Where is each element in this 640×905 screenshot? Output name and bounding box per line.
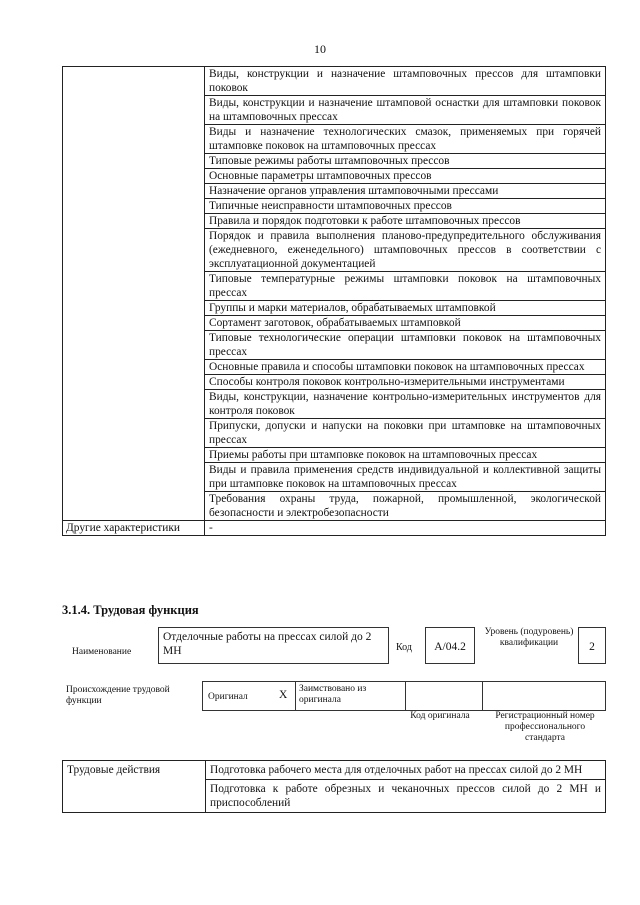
name-value: Отделочные работы на прессах силой до 2 МН xyxy=(158,627,389,664)
knowledge-row: Типовые технологические операции штамповки поковок на штамповочных прессах xyxy=(205,331,606,360)
knowledge-row: Правила и порядок подготовки к работе штамповочных прессов xyxy=(205,214,606,229)
knowledge-row: Типичные неисправности штамповочных прессов xyxy=(205,199,606,214)
knowledge-row: Основные правила и способы штамповки поковок на штамповочных прессах xyxy=(205,360,606,375)
knowledge-row: Виды, конструкции и назначение штамповочных прессов для штамповки поковок xyxy=(205,67,606,96)
level-value: 2 xyxy=(578,627,606,664)
origin-label: Происхождение трудовой функции xyxy=(66,685,170,706)
knowledge-row: Виды и назначение технологических смазок, применяемых при горячей штамповке поковок на штамповочных прессах xyxy=(205,125,606,154)
action-row: Подготовка рабочего места для отделочных работ на прессах силой до 2 МН xyxy=(206,761,606,780)
origin-box xyxy=(202,681,606,711)
knowledge-label-cell xyxy=(63,67,205,521)
reg-number-caption: Регистрационный номер профессионального стандарта xyxy=(495,711,595,743)
knowledge-row: Основные параметры штамповочных прессов xyxy=(205,169,606,184)
knowledge-row: Приемы работы при штамповке поковок на штамповочных прессах xyxy=(205,448,606,463)
knowledge-row: Виды, конструкции и назначение штамповой оснастки для штамповки поковок на штамповочных прессах xyxy=(205,96,606,125)
knowledge-row: Порядок и правила выполнения планово-предупредительного обслуживания (ежедневного, еженедельного) штамповочных прессов в соответствии с эксплуатационной документацией xyxy=(205,229,606,272)
code-label: Код xyxy=(396,642,412,653)
other-characteristics-label: Другие характеристики xyxy=(63,521,205,536)
knowledge-row: Припуски, допуски и напуски на поковки при штамповке на штамповочных прессах xyxy=(205,419,606,448)
knowledge-row: Виды и правила применения средств индивидуальной и коллективной защиты при штамповке поковок на штамповочных прессах xyxy=(205,463,606,492)
section-title: 3.1.4. Трудовая функция xyxy=(62,603,199,617)
knowledge-row: Сортамент заготовок, обрабатываемых штамповкой xyxy=(205,316,606,331)
actions-table xyxy=(62,760,606,813)
action-row: Подготовка к работе обрезных и чеканочных прессов силой до 2 МН и приспособлений xyxy=(206,780,606,813)
knowledge-row: Типовые режимы работы штамповочных прессов xyxy=(205,154,606,169)
knowledge-table xyxy=(62,66,606,536)
knowledge-row: Способы контроля поковок контрольно-измерительными инструментами xyxy=(205,375,606,390)
knowledge-row: Виды, конструкции, назначение контрольно-измерительных инструментов для контроля поковок xyxy=(205,390,606,419)
page-number: 10 xyxy=(314,42,326,56)
level-label: Уровень (подуровень) квалификации xyxy=(484,627,574,648)
knowledge-row: Группы и марки материалов, обрабатываемых штамповкой xyxy=(205,301,606,316)
other-characteristics-value: - xyxy=(205,521,606,536)
knowledge-row: Требования охраны труда, пожарной, промышленной, экологической безопасности и электробезопасности xyxy=(205,492,606,521)
code-value: А/04.2 xyxy=(425,627,475,664)
original-label: Оригинал xyxy=(208,692,248,702)
actions-label: Трудовые действия xyxy=(63,761,206,813)
knowledge-row: Назначение органов управления штамповочными прессами xyxy=(205,184,606,199)
borrowed-label: Заимствовано из оригинала xyxy=(299,684,367,705)
name-label: Наименование xyxy=(72,647,132,657)
knowledge-row: Типовые температурные режимы штамповки поковок на штамповочных прессах xyxy=(205,272,606,301)
original-mark: X xyxy=(279,689,288,701)
code-original-caption: Код оригинала xyxy=(410,711,470,721)
